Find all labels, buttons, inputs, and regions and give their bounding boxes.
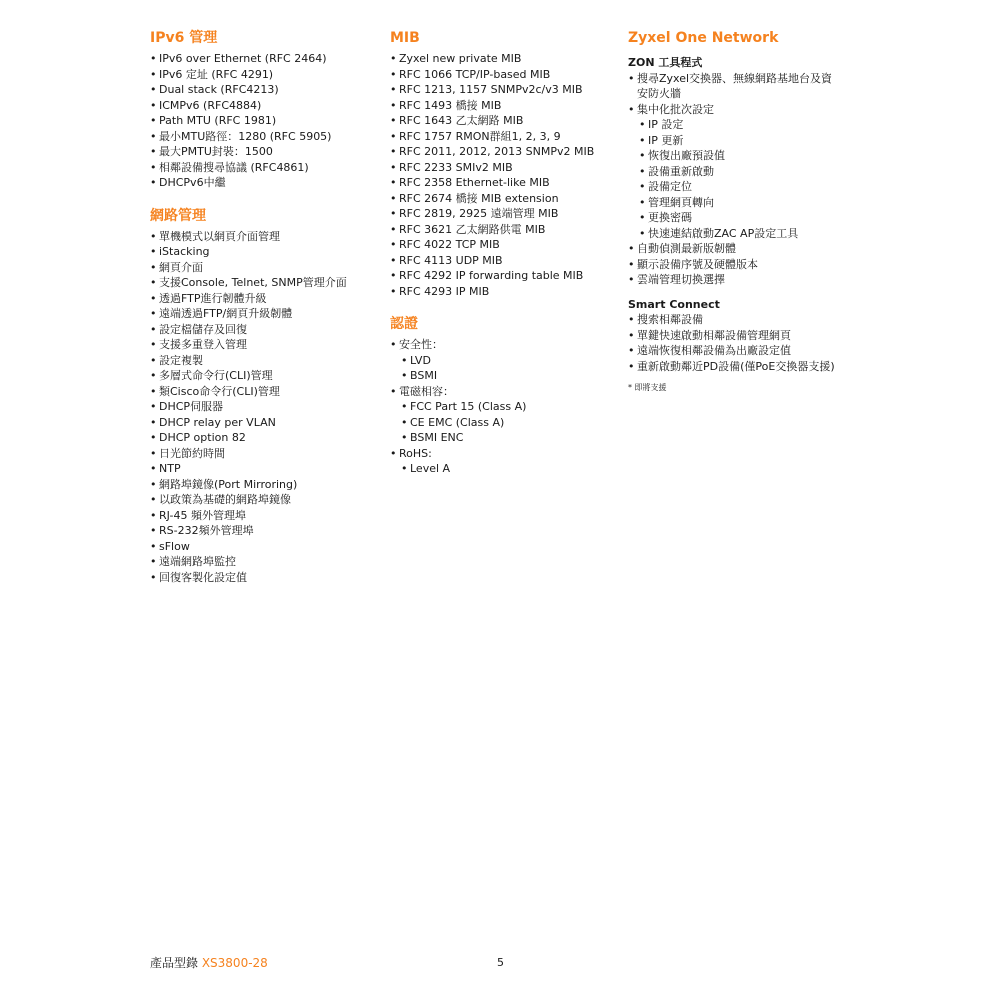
list-item: • 回復客製化設定值: [150, 570, 382, 586]
list-item: • RFC 2233 SMIv2 MIB: [390, 160, 620, 176]
list-item: • DHCPv6中繼: [150, 175, 382, 191]
list-item: • 遠端透過FTP/網頁升級韌體: [150, 306, 382, 322]
list-item: • iStacking: [150, 244, 382, 260]
list-item: • Path MTU (RFC 1981): [150, 113, 382, 129]
list-item: • 網頁介面: [150, 260, 382, 276]
list-item: • RFC 4113 UDP MIB: [390, 253, 620, 269]
network-list: [150, 229, 382, 586]
zon-section-title: Zyxel One Network: [628, 30, 779, 46]
list-item: • RFC 2819, 2925 遠端管理 MIB: [390, 206, 620, 222]
footer-catalog: [150, 955, 268, 971]
page-number: 5: [497, 956, 504, 969]
footnote: * 即將支援: [628, 383, 667, 392]
list-item: • 恢復出廠預設值: [628, 148, 858, 164]
list-item: • RFC 4292 IP forwarding table MIB: [390, 268, 620, 284]
list-item: • IPv6 over Ethernet (RFC 2464): [150, 51, 382, 67]
list-item: • 最小MTU路徑：1280 (RFC 5905): [150, 129, 382, 145]
list-item: • RFC 1757 RMON群組1, 2, 3, 9: [390, 129, 620, 145]
smart-connect-list: [628, 312, 858, 374]
list-item: • 以政策為基礎的網路埠鏡像: [150, 492, 382, 508]
list-item: • 設定檔儲存及回復: [150, 322, 382, 338]
list-item: • RFC 3621 乙太網路供電 MIB: [390, 222, 620, 238]
list-item: • LVD: [390, 353, 620, 369]
list-item: • 自動偵測最新版韌體: [628, 241, 858, 257]
list-item: • 透過FTP進行韌體升級: [150, 291, 382, 307]
list-item: • NTP: [150, 461, 382, 477]
list-item: • 雲端管理切換選擇: [628, 272, 858, 288]
list-item: • BSMI: [390, 368, 620, 384]
list-item: • sFlow: [150, 539, 382, 555]
list-item: • 支援多重登入管理: [150, 337, 382, 353]
ipv6-list: [150, 51, 382, 191]
list-item: • 單鍵快速啟動相鄰設備管理網頁: [628, 328, 858, 344]
list-item: • Zyxel new private MIB: [390, 51, 620, 67]
list-item: • RFC 1066 TCP/IP-based MIB: [390, 67, 620, 83]
list-item: • RFC 2674 橋接 MIB extension: [390, 191, 620, 207]
list-item: • RFC 1493 橋接 MIB: [390, 98, 620, 114]
list-item: • 遠端網路埠監控: [150, 554, 382, 570]
zon-utility-heading: ZON 工具程式: [628, 56, 703, 69]
list-item: • 搜尋Zyxel交換器、無線網路基地台及資: [628, 71, 858, 87]
list-item: • RS-232頻外管理埠: [150, 523, 382, 539]
list-item: • 重新啟動鄰近PD設備(僅PoE交換器支援): [628, 359, 858, 375]
list-item: • RFC 1213, 1157 SNMPv2c/v3 MIB: [390, 82, 620, 98]
list-item: • 單機模式以網頁介面管理: [150, 229, 382, 245]
list-item: • BSMI ENC: [390, 430, 620, 446]
list-item: • RFC 4293 IP MIB: [390, 284, 620, 300]
list-item: • 多層式命令行(CLI)管理: [150, 368, 382, 384]
footer-model: XS3800-28: [201, 956, 268, 970]
list-item: • RFC 1643 乙太網路 MIB: [390, 113, 620, 129]
list-item: • IP 更新: [628, 133, 858, 149]
list-item: • 相鄰設備搜尋協議 (RFC4861): [150, 160, 382, 176]
list-item: • Dual stack (RFC4213): [150, 82, 382, 98]
list-item: • CE EMC (Class A): [390, 415, 620, 431]
list-item: • 最大PMTU封裝：1500: [150, 144, 382, 160]
cert-rohs: • RoHS:: [390, 446, 620, 462]
list-item: • IPv6 定址 (RFC 4291): [150, 67, 382, 83]
zon-list: [628, 71, 858, 288]
cert-section-title: 認證: [390, 316, 418, 332]
column-left: [150, 28, 382, 585]
list-item: • FCC Part 15 (Class A): [390, 399, 620, 415]
list-item: • IP 設定: [628, 117, 858, 133]
list-item: • RFC 2011, 2012, 2013 SNMPv2 MIB: [390, 144, 620, 160]
mib-list: [390, 51, 620, 299]
cert-emc: • 電磁相容：: [390, 384, 620, 400]
list-item: • 設備重新啟動: [628, 164, 858, 180]
list-item: • 支援Console, Telnet, SNMP管理介面: [150, 275, 382, 291]
mib-section-title: MIB: [390, 30, 420, 46]
list-item: • 設定複製: [150, 353, 382, 369]
list-item: • 更換密碼: [628, 210, 858, 226]
cert-list: [390, 337, 620, 477]
list-item: • 日光節約時間: [150, 446, 382, 462]
cert-safety: • 安全性：: [390, 337, 620, 353]
list-item: • DHCP option 82: [150, 430, 382, 446]
list-item: • 網路埠鏡像(Port Mirroring): [150, 477, 382, 493]
list-item: • RFC 4022 TCP MIB: [390, 237, 620, 253]
list-item: • 快速連結啟動ZAC AP設定工具: [628, 226, 858, 242]
ipv6-section-title: IPv6 管理: [150, 30, 218, 46]
list-item: • RJ-45 頻外管理埠: [150, 508, 382, 524]
column-middle: [390, 28, 620, 477]
list-item: • 顯示設備序號及硬體版本: [628, 257, 858, 273]
smart-connect-heading: Smart Connect: [628, 297, 720, 311]
list-item: • RFC 2358 Ethernet-like MIB: [390, 175, 620, 191]
list-item: • 設備定位: [628, 179, 858, 195]
list-item: • Level A: [390, 461, 620, 477]
list-item: • 搜索相鄰設備: [628, 312, 858, 328]
list-item: • 集中化批次設定: [628, 102, 858, 118]
list-item: • 類Cisco命令行(CLI)管理: [150, 384, 382, 400]
network-section-title: 網路管理: [150, 207, 206, 224]
list-item: • 管理網頁轉向: [628, 195, 858, 211]
column-right: [628, 28, 858, 394]
list-item: • DHCP伺服器: [150, 399, 382, 415]
list-item: • 遠端恢復相鄰設備為出廠設定值: [628, 343, 858, 359]
list-item: • DHCP relay per VLAN: [150, 415, 382, 431]
footer-label: 產品型錄: [150, 956, 202, 970]
list-item: • ICMPv6 (RFC4884): [150, 98, 382, 114]
list-item-continued: 安防火牆: [637, 87, 681, 100]
